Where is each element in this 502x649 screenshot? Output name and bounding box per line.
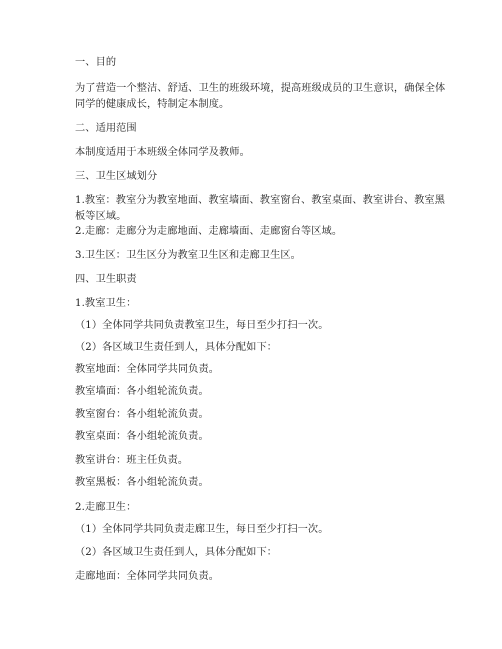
- paragraph-line: 本制度适用于本班级全体同学及教师。: [75, 147, 250, 158]
- paragraph-line: 2.走廊：走廊分为走廊地面、走廊墙面、走廊窗台等区域。: [75, 226, 343, 237]
- paragraph-line: 教室窗台：各小组轮流负责。: [75, 409, 209, 420]
- paragraph-line: 3.卫生区：卫生区分为教室卫生区和走廊卫生区。: [75, 250, 301, 261]
- paragraph-line: 教室讲台：班主任负责。: [75, 455, 189, 466]
- paragraph-line: 教室地面：全体同学共同负责。: [75, 364, 220, 375]
- paragraph-line: 走廊地面：全体同学共同负责。: [75, 571, 220, 582]
- heading-areas: 三、卫生区域划分: [75, 171, 158, 182]
- paragraph-line: 为了营造一个整洁、舒适、卫生的班级环境，提高班级成员的卫生意识，确保全体: [75, 83, 446, 94]
- paragraph-line: 板等区域。: [75, 211, 127, 222]
- paragraph-line: 教室墙面：各小组轮流负责。: [75, 386, 209, 397]
- paragraph-line: （2）各区域卫生责任到人，具体分配如下：: [75, 342, 278, 353]
- paragraph-line: （1）全体同学共同负责教室卫生，每日至少打扫一次。: [75, 320, 329, 331]
- paragraph-line: 2.走廊卫生：: [75, 502, 137, 513]
- paragraph-line: （2）各区域卫生责任到人，具体分配如下：: [75, 547, 278, 558]
- heading-scope: 二、适用范围: [75, 123, 137, 134]
- paragraph-line: （1）全体同学共同负责走廊卫生，每日至少打扫一次。: [75, 524, 329, 535]
- paragraph-line: 教室桌面：各小组轮流负责。: [75, 431, 209, 442]
- paragraph-line: 1.教室卫生：: [75, 298, 137, 309]
- heading-duties: 四、卫生职责: [75, 274, 137, 285]
- heading-purpose: 一、目的: [75, 57, 117, 68]
- paragraph-line: 同学的健康成长，特制定本制度。: [75, 99, 230, 110]
- paragraph-line: 教室黑板：各小组轮流负责。: [75, 477, 209, 488]
- paragraph-line: 1.教室：教室分为教室地面、教室墙面、教室窗台、教室桌面、教室讲台、教室黑: [75, 195, 445, 206]
